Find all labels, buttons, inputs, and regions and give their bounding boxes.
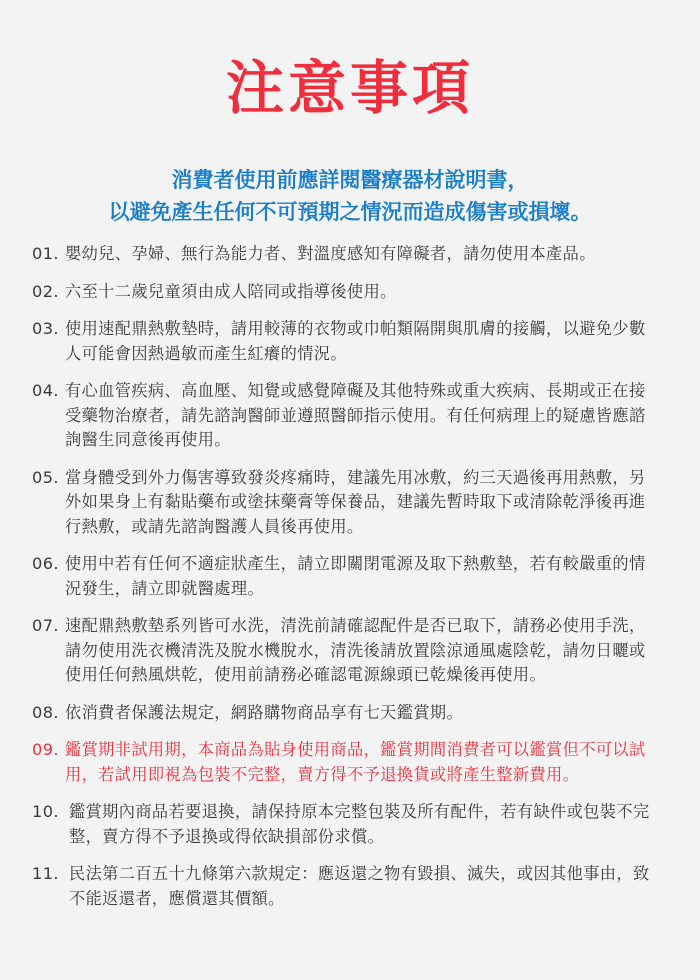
note-text: 使用中若有任何不適症狀產生，請立即關閉電源及取下熱敷墊，若有較嚴重的情況發生，請立即就醫處理。 — [65, 554, 646, 598]
note-number: 08. — [32, 702, 59, 722]
note-number: 05. — [32, 467, 59, 487]
note-item-10 — [32, 800, 662, 849]
note-text: 嬰幼兒、孕婦、無行為能力者、對溫度感知有障礙者，請勿使用本產品。 — [65, 244, 596, 263]
note-item-04 — [32, 379, 662, 453]
note-number: 06. — [32, 554, 59, 573]
note-text: 依消費者保護法規定，網路購物商品享有七天鑑賞期。 — [65, 702, 464, 722]
note-number: 10. — [32, 802, 59, 821]
note-number: 11. — [32, 864, 59, 883]
note-item-02 — [32, 280, 662, 305]
note-number: 01. — [32, 244, 59, 263]
note-item-07 — [32, 614, 662, 688]
note-item-06 — [32, 552, 662, 601]
note-item-05 — [32, 466, 662, 540]
subtitle-line-2: 以避免產生任何不可預期之情況而造成傷害或損壞。 — [108, 200, 592, 224]
note-item-01 — [32, 242, 662, 267]
page-title: 注意事項 — [225, 54, 474, 122]
note-text: 使用速配鼎熱敷墊時，請用較薄的衣物或巾帕類隔開與肌膚的接觸，以避免少數人可能會因熱過敏而產生紅癢的情況。 — [65, 319, 646, 363]
subtitle-line-1: 消費者使用前應詳閱醫療器材說明書， — [171, 168, 529, 192]
note-item-03 — [32, 317, 662, 366]
note-number: 09. — [32, 740, 59, 759]
note-text: 鑑賞期內商品若要退換，請保持原本完整包裝及所有配件，若有缺件或包裝不完整，賣方得不予退換或得依缺損部份求償。 — [69, 802, 650, 846]
note-number: 04. — [32, 381, 59, 400]
note-text: 鑑賞期非試用期，本商品為貼身使用商品，鑑賞期間消費者可以鑑賞但不可以試用，若試用即視為包裝不完整，賣方得不予退換貨或將產生整新費用。 — [65, 740, 646, 784]
note-item-09-warning — [32, 738, 662, 787]
note-text: 當身體受到外力傷害導致發炎疼痛時，建議先用冰敷，約三天過後再用熱敷，另外如果身上有黏貼藥布或塗抹藥膏等保養品，建議先暫時取下或清除乾淨後再進行熱敷，或請先諮詢醫護人員後再使用。 — [65, 467, 646, 536]
note-item-08 — [32, 701, 662, 726]
note-text: 民法第二百五十九條第六款規定：應返還之物有毀損、滅失，或因其他事由，致不能返還者，應償還其價額。 — [69, 864, 650, 908]
note-number: 02. — [32, 281, 59, 301]
subtitle — [0, 164, 700, 228]
note-item-11 — [32, 862, 662, 911]
note-number: 03. — [32, 319, 59, 338]
note-text: 有心血管疾病、高血壓、知覺或感覺障礙及其他特殊或重大疾病、長期或正在接受藥物治療者，請先諮詢醫師並遵照醫師指示使用。有任何病理上的疑慮皆應諮詢醫生同意後再使用。 — [65, 381, 646, 449]
notes-list — [0, 242, 700, 911]
note-text: 六至十二歲兒童須由成人陪同或指導後使用。 — [65, 281, 397, 301]
note-number: 07. — [32, 616, 59, 635]
note-text: 速配鼎熱敷墊系列皆可水洗，清洗前請確認配件是否已取下，請務必使用手洗，請勿使用洗衣機清洗及脫水機脫水，清洗後請放置陰涼通風處陰乾，請勿日曬或使用任何熱風烘乾，使用前請務必確認電源線頭已乾燥後再使用。 — [65, 616, 646, 684]
